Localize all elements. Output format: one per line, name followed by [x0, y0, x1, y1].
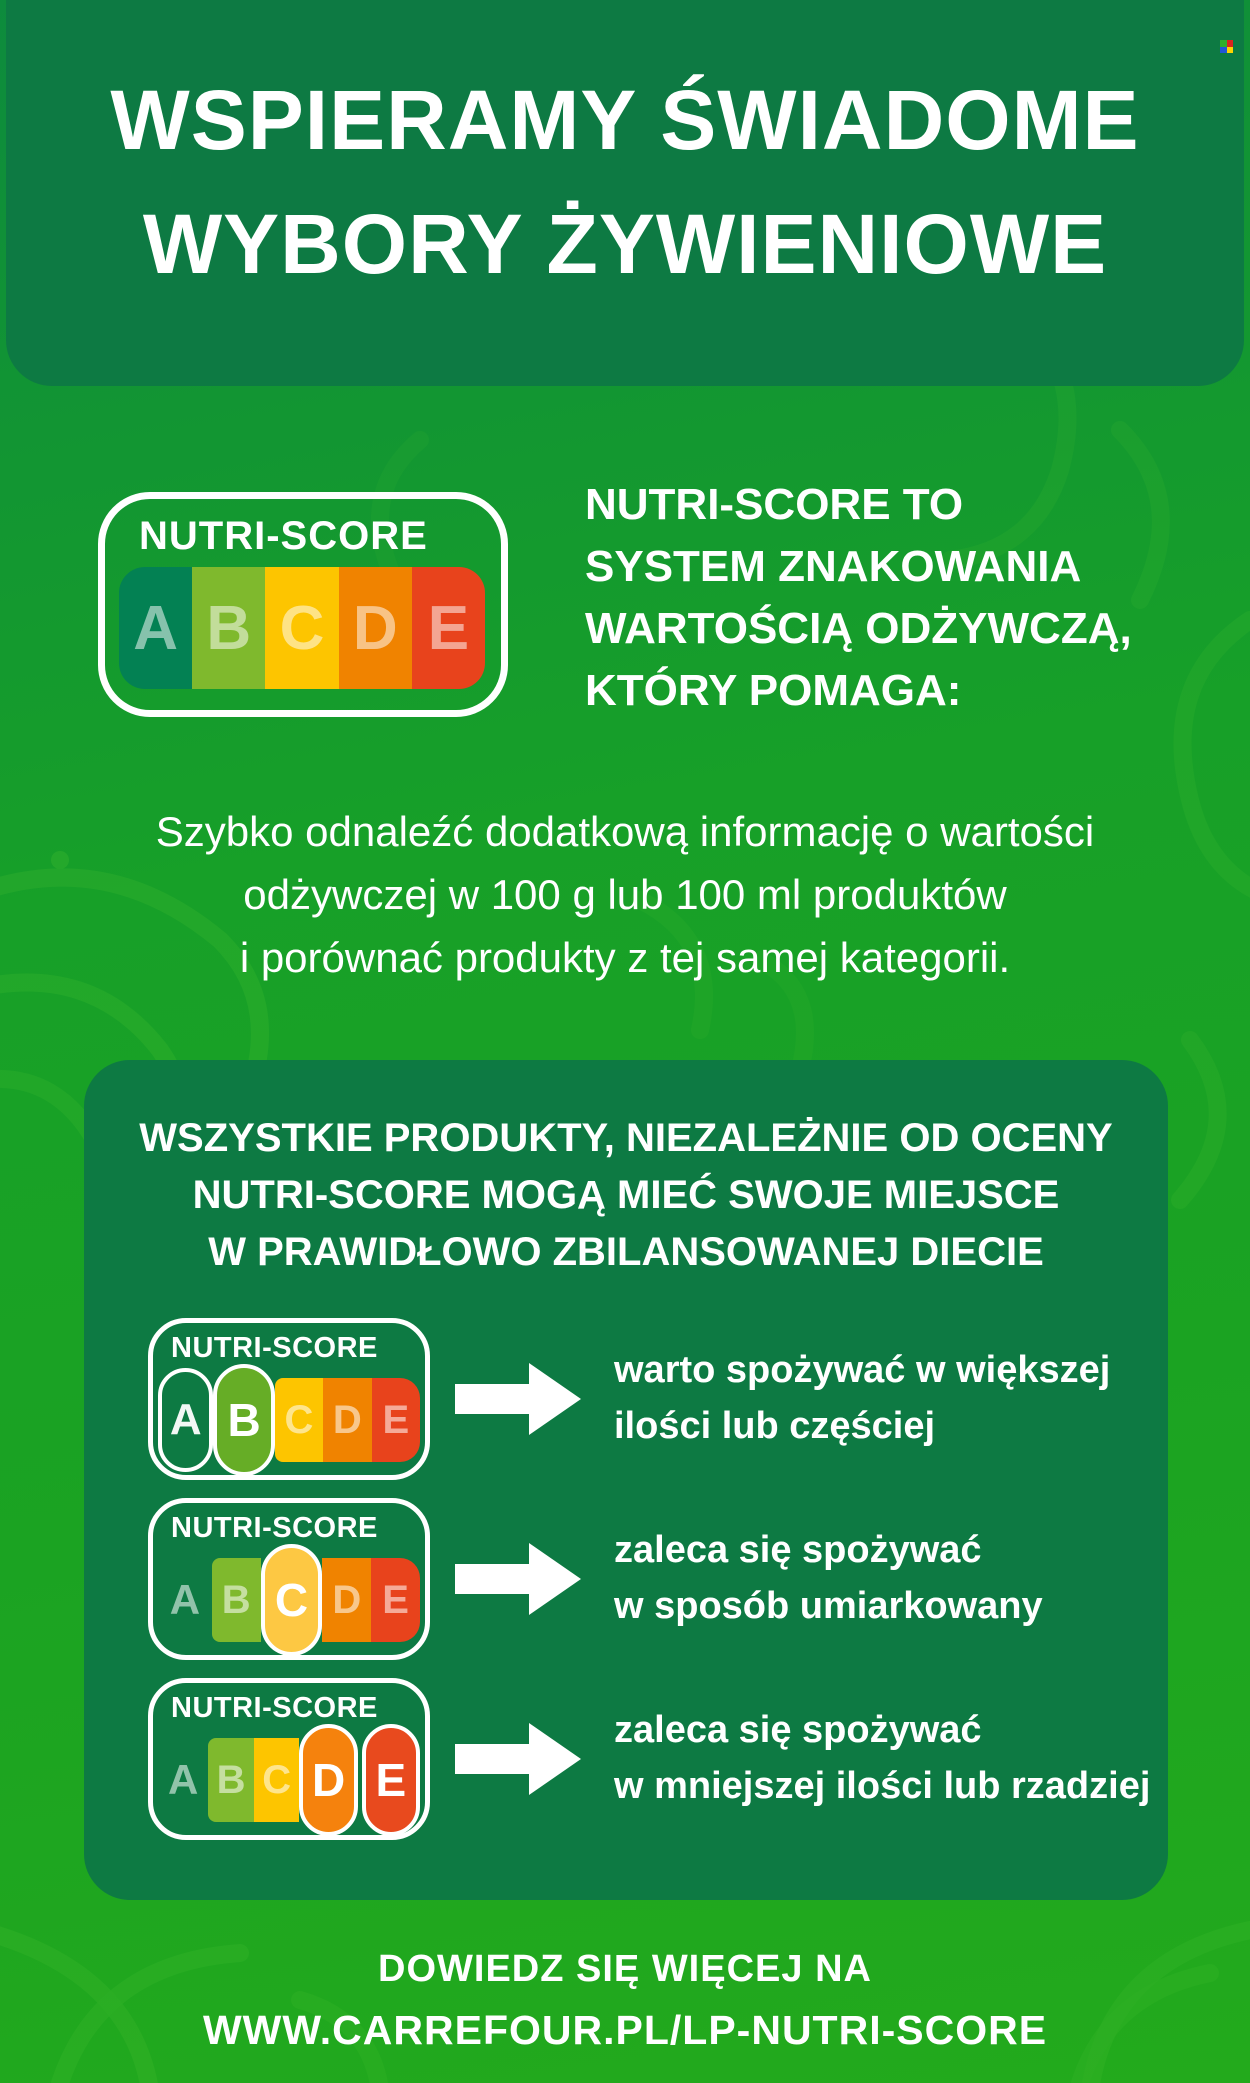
row-description: [614, 1342, 1110, 1454]
grade-c-segment: C: [254, 1738, 300, 1822]
nutriscore-label-large: [98, 492, 508, 717]
intro-paragraph: [0, 800, 1250, 989]
footer-text: DOWIEDZ SIĘ WIĘCEJ NA: [378, 1948, 872, 1990]
grade-c-segment: C: [275, 1378, 323, 1462]
card-heading-line-3: W PRAWIDŁOWO ZBILANSOWANEJ DIECIE: [208, 1230, 1044, 1274]
grade-a-letter: A: [169, 1576, 201, 1623]
nutriscore-label-c: [148, 1498, 430, 1660]
grade-d-segment: D: [339, 567, 412, 689]
grade-e-segment: E: [371, 1558, 420, 1642]
grade-a-segment: A: [119, 567, 192, 689]
row-description-line-1: zaleca się spożywać: [614, 1709, 982, 1751]
grade-c-highlight: C: [261, 1544, 323, 1656]
nutriscore-row-c: [84, 1498, 1168, 1660]
grade-d-segment: D: [322, 1558, 371, 1642]
row-description: [614, 1522, 1043, 1634]
nutriscore-scale: [158, 1363, 420, 1477]
grade-b-segment: B: [192, 567, 265, 689]
page-title-line-2: WYBORY ŻYWIENIOWE: [142, 197, 1108, 291]
row-description-line-2: ilości lub częściej: [614, 1405, 936, 1447]
nutriscore-scale: [158, 1543, 420, 1657]
intro-paragraph-line-1: Szybko odnaleźć dodatkową informację o wartości: [155, 808, 1095, 855]
grade-e-segment: E: [412, 567, 485, 689]
row-description-line-1: zaleca się spożywać: [614, 1529, 982, 1571]
header-banner: [6, 0, 1244, 386]
row-description-line-2: w sposób umiarkowany: [614, 1585, 1043, 1627]
grade-e-segment: E: [372, 1378, 420, 1462]
nutriscore-row-b: [84, 1318, 1168, 1480]
nutriscore-scale: [158, 1723, 420, 1837]
info-card: [84, 1060, 1168, 1900]
row-description-line-1: warto spożywać w większej: [614, 1349, 1111, 1391]
nutriscore-label-de: [148, 1678, 430, 1840]
nutriscore-scale: [119, 567, 485, 689]
footer-url-link[interactable]: WWW.CARREFOUR.PL/LP-NUTRI-SCORE: [202, 2007, 1048, 2053]
card-heading-line-1: WSZYSTKIE PRODUKTY, NIEZALEŻNIE OD OCENY: [139, 1116, 1113, 1160]
grade-b-segment: B: [212, 1558, 261, 1642]
nutriscore-row-de: [84, 1678, 1168, 1840]
grade-c-segment: C: [265, 567, 338, 689]
grade-e-highlight: E: [362, 1724, 420, 1836]
footer-cta: [0, 1948, 1250, 2054]
page-title-line-1: WSPIERAMY ŚWIADOME: [110, 73, 1140, 167]
intro-heading-line-1: NUTRI-SCORE TO: [585, 480, 964, 529]
nutriscore-title: NUTRI-SCORE: [171, 1332, 378, 1364]
nutriscore-label-b: [148, 1318, 430, 1480]
grade-b-highlight: B: [213, 1364, 274, 1476]
intro-heading-line-2: SYSTEM ZNAKOWANIA: [585, 542, 1082, 591]
grade-b-segment: B: [208, 1738, 254, 1822]
card-heading: [84, 1110, 1168, 1281]
intro-heading-line-3: WARTOŚCIĄ ODŻYWCZĄ,: [585, 604, 1132, 653]
arrow-right-icon: [455, 1723, 581, 1795]
row-description-line-2: w mniejszej ilości lub rzadziej: [614, 1765, 1151, 1807]
intro-heading: [585, 474, 1132, 722]
color-grid-icon: [1220, 40, 1233, 53]
card-heading-line-2: NUTRI-SCORE MOGĄ MIEĆ SWOJE MIEJSCE: [192, 1173, 1060, 1217]
nutriscore-title: NUTRI-SCORE: [171, 1692, 378, 1724]
grade-d-highlight: D: [299, 1724, 357, 1836]
intro-paragraph-line-2: odżywczej w 100 g lub 100 ml produktów: [243, 871, 1007, 918]
nutriscore-title: NUTRI-SCORE: [171, 1512, 378, 1544]
arrow-right-icon: [455, 1543, 581, 1615]
nutriscore-title: NUTRI-SCORE: [139, 514, 428, 558]
intro-heading-line-4: KTÓRY POMAGA:: [585, 666, 962, 715]
arrow-right-icon: [455, 1363, 581, 1435]
row-description: [614, 1702, 1150, 1814]
page-title: [6, 58, 1244, 306]
grade-a-ring: A: [158, 1368, 213, 1472]
intro-paragraph-line-3: i porównać produkty z tej samej kategorii.: [239, 934, 1011, 981]
grade-a-letter: A: [167, 1756, 199, 1803]
grade-d-segment: D: [323, 1378, 371, 1462]
